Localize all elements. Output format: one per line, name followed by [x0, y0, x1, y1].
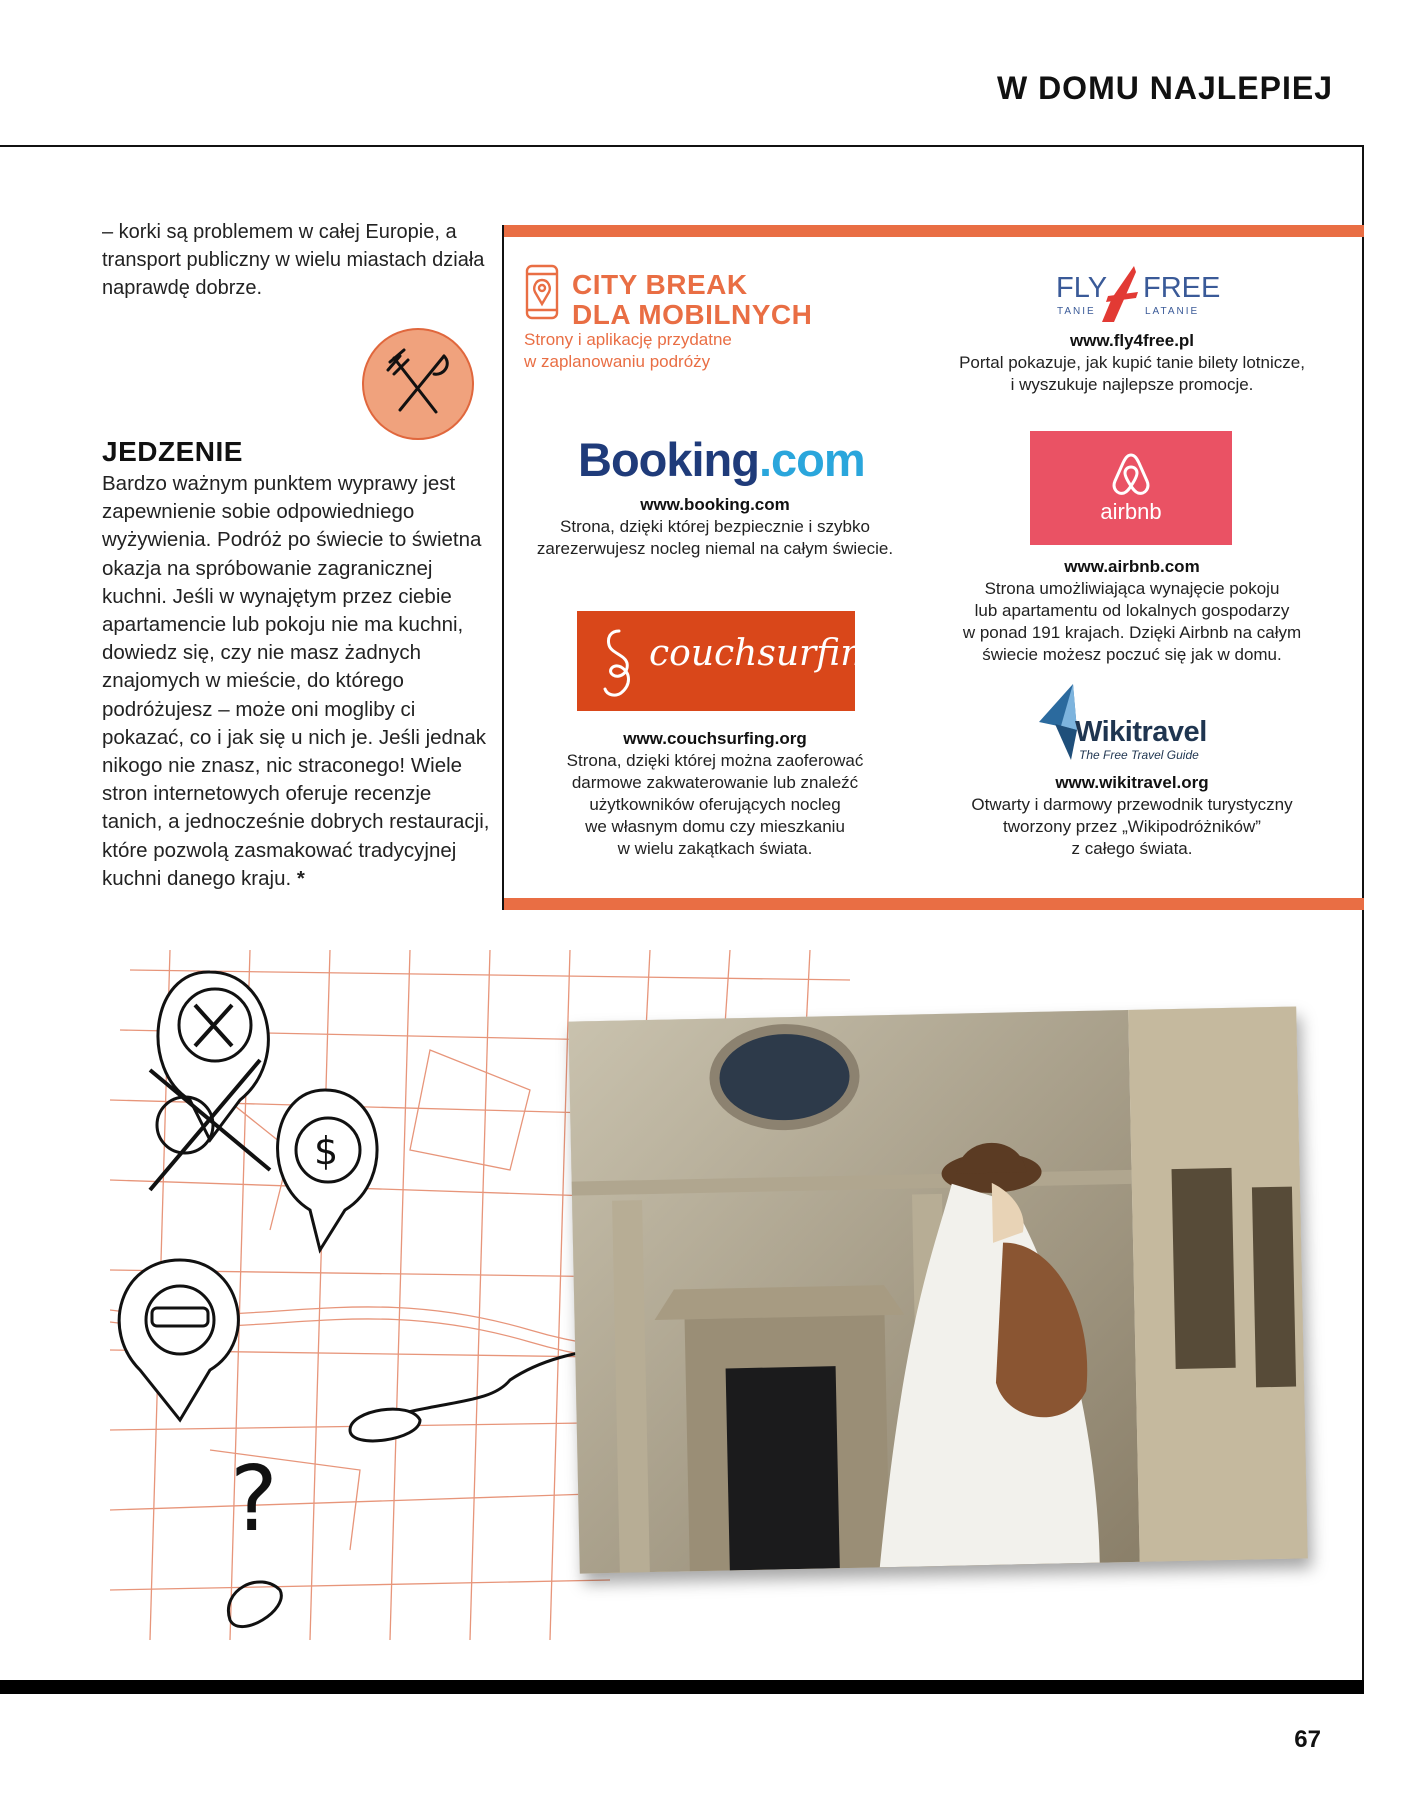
booking-logo-part1: Booking: [578, 433, 759, 486]
box-bottom-bar: [502, 898, 1364, 910]
wikitravel-desc-line1: Otwarty i darmowy przewodnik turystyczny: [971, 795, 1293, 814]
booking-url[interactable]: www.booking.com: [640, 495, 790, 514]
box-subtitle: [524, 329, 732, 373]
fly4free-logo-tanie: TANIE: [1057, 306, 1096, 317]
couchsurfing-desc-line1: Strona, dzięki której można zaoferować: [566, 751, 864, 770]
couchsurfing-logo: [577, 611, 887, 711]
airbnb-desc-line1: Strona umożliwiająca wynajęcie pokoju: [984, 579, 1280, 598]
box-title: [572, 270, 812, 330]
couchsurfing-desc-line5: w wielu zakątkach świata.: [617, 839, 813, 858]
booking-logo: [578, 432, 865, 487]
svg-text:$: $: [314, 1129, 339, 1173]
photo-traveler-church: [568, 1006, 1307, 1573]
wikitravel-logo-tagline: The Free Travel Guide: [1079, 748, 1199, 762]
box-left-line: [502, 225, 504, 910]
couchsurfing-desc-line4: we własnym domu czy mieszkaniu: [585, 817, 845, 836]
airbnb-info: [932, 556, 1332, 666]
wikitravel-info: [932, 772, 1332, 860]
booking-info: [515, 494, 915, 560]
box-title-line2: DLA MOBILNYCH: [572, 299, 813, 330]
section-title-jedzenie: JEDZENIE: [102, 436, 243, 467]
frame-top-line: [0, 145, 1364, 147]
booking-desc-line1: Strona, dzięki której bezpiecznie i szybko: [560, 517, 870, 536]
fly4free-url[interactable]: www.fly4free.pl: [1069, 331, 1195, 350]
fly4free-logo-free: FREE: [1143, 272, 1221, 304]
intro-paragraph: – korki są problemem w całej Europie, a transport publiczny w wielu miastach działa naprawdę dobrze.: [102, 221, 485, 299]
booking-logo-part2: .com: [758, 433, 865, 486]
wikitravel-desc-line3: z całego świata.: [1071, 839, 1193, 858]
food-section-badge: [362, 328, 474, 440]
fly4free-desc-line2: i wyszukuje najlepsze promocje.: [1010, 375, 1254, 394]
couchsurfing-url[interactable]: www.couchsurfing.org: [623, 729, 807, 748]
airbnb-symbol-icon: [1111, 451, 1151, 499]
fly4free-desc-line1: Portal pokazuje, jak kupić tanie bilety lotnicze,: [959, 353, 1305, 372]
airbnb-desc-line3: w ponad 191 krajach. Dzięki Airbnb na całym: [962, 623, 1302, 642]
fork-knife-icon: [364, 330, 472, 438]
airbnb-logo-text: airbnb: [1100, 499, 1162, 524]
box-subtitle-line1: Strony i aplikację przydatne: [524, 330, 732, 349]
frame-right-line: [1362, 145, 1364, 1685]
box-title-line1: CITY BREAK: [572, 269, 748, 300]
couchsurfing-desc-line3: użytkowników oferujących nocleg: [589, 795, 841, 814]
jedzenie-paragraph: [102, 470, 494, 893]
airbnb-desc-line4: świecie możesz poczuć się jak w domu.: [982, 645, 1282, 664]
fly4free-logo-latanie: LATANIE: [1145, 306, 1200, 317]
couchsurfing-logo-text: couchsurfing: [649, 633, 887, 674]
couchsurfing-info: [515, 728, 915, 860]
wikitravel-desc-line2: tworzony przez „Wikipodróżników”: [1003, 817, 1261, 836]
fly4free-info: [932, 330, 1332, 396]
page-header-title: W DOMU NAJLEPIEJ: [996, 70, 1333, 106]
fly4free-logo: [1052, 262, 1221, 329]
airbnb-logo: [1030, 431, 1232, 545]
booking-desc-line2: zarezerwujesz nocleg niemal na całym świecie.: [536, 539, 894, 558]
couchsurfing-symbol-icon: [591, 623, 647, 703]
box-subtitle-line2: w zaplanowaniu podróży: [524, 352, 711, 371]
page-number: 67: [1294, 1726, 1321, 1753]
phone-location-icon: [524, 264, 560, 320]
end-mark: *: [296, 866, 305, 890]
svg-text:?: ?: [230, 1447, 278, 1552]
box-top-bar: [502, 225, 1364, 237]
couchsurfing-desc-line2: darmowe zakwaterowanie lub znaleźć: [571, 773, 859, 792]
map-pins: [119, 972, 610, 1627]
jedzenie-body-text: Bardzo ważnym punktem wyprawy jest zapewnienie sobie odpowiedniego wyżywienia. Podróż po świecie to świetna okazja na spróbowanie zagranicznej kuchni. Jeśli w wynajętym przez ciebie apartamencie lub pokoju nie ma kuchni, dowiedz się, czy nie masz żadnych znajomych w mieście, do którego podróżujesz – może oni mogliby ci pokazać, co i jak się u nich je. Jeśli jednak nikogo nie znasz, nic straconego! Wiele stron internetowych oferuje recenzje tanich, a jednocześnie dobrych restauracji, które pozwolą zasmakować tradycyjnej kuchni danego kraju.: [102, 472, 490, 890]
wikitravel-logo-text: Wikitravel: [1075, 716, 1207, 748]
fly4free-logo-fly: FLY: [1056, 272, 1108, 304]
airbnb-url[interactable]: www.airbnb.com: [1064, 557, 1200, 576]
airbnb-desc-line2: lub apartamentu od lokalnych gospodarzy: [974, 601, 1290, 620]
footer-bar: [0, 1680, 1364, 1694]
wikitravel-url[interactable]: www.wikitravel.org: [1055, 773, 1209, 792]
